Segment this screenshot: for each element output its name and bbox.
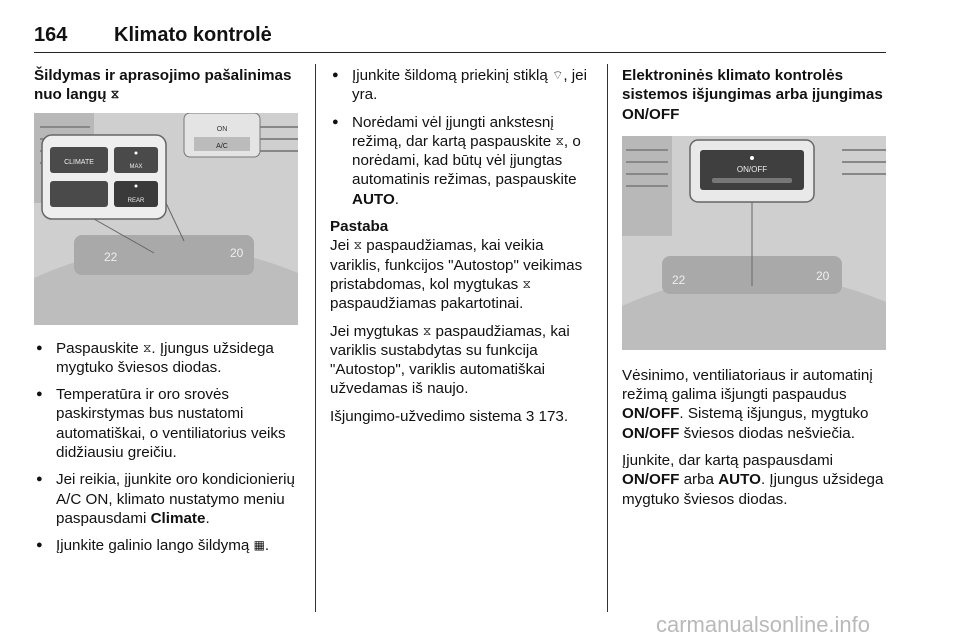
watermark: carmanualsonline.info [656, 612, 871, 637]
list-item: ● Įjunkite galinio lango šildymą ▦. [34, 536, 302, 555]
windscreen-defrost-icon: ⧖ [353, 238, 363, 253]
climate-label: CLIMATE [64, 158, 94, 166]
paragraph: Vėsinimo, ventiliatoriaus ir automatinį režimą galima išjungti paspaudus ON/OFF. Sistemą išjungus, mygtuko ON/OFF šviesos diodas nešviečia. [622, 366, 873, 442]
column-3 [622, 66, 890, 517]
section-heading: Šildymas ir aprasojimo pašalinimas nuo langų ⧖ [34, 67, 292, 104]
windscreen-defrost-icon: ⧖ [555, 133, 564, 148]
column-divider [315, 64, 316, 612]
list-item: ● Norėdami vėl įjungti ankstesnį režimą, dar kartą paspauskite ⧖, o norėdami, kad būtų vėl įjungtas automatinis režimas, paspauskite AUTO. [330, 113, 598, 209]
rear-label: REAR [127, 197, 145, 204]
windscreen-defrost-icon: ⧖ [422, 323, 432, 338]
note-paragraph: Jei ⧖ paspaudžiamas, kai veikia variklis, funkcijos "Autostop" veikimas pristabdomas, kol mygtukas ⧖ paspaudžiamas pakartotinai. [330, 237, 583, 313]
windscreen-defrost-icon: ⧖ [142, 340, 152, 355]
column-2 [330, 66, 598, 434]
paragraph: Įjunkite, dar kartą paspausdami ON/OFF arba AUTO. Įjungus užsidega mygtuko šviesos diodas. [622, 452, 884, 508]
bullet-list [34, 339, 302, 556]
windscreen-defrost-icon: ⧖ [110, 87, 120, 102]
temp-left-label: 22 [672, 272, 686, 287]
temp-left-label: 22 [104, 249, 118, 264]
note-heading: Pastaba [330, 218, 389, 236]
bullet-list [330, 66, 598, 209]
note-paragraph: Jei mygtukas ⧖ paspaudžiamas, kai variklis sustabdytas su funkcija "Autostop", variklis automatiškai užvedamas iš naujo. [330, 322, 570, 398]
section-heading: Elektroninės klimato kontrolės sistemos išjungimas arba įjungimas ON/OFF [622, 67, 883, 123]
column-1 [34, 66, 302, 564]
temp-right-label: 20 [816, 268, 830, 283]
list-item: ● Temperatūra ir oro srovės paskirstymas bus nustatomi automatiškai, o ventiliatorius veiks didžiausiu greičiu. [34, 385, 302, 462]
temp-right-label: 20 [230, 245, 244, 260]
chapter-title: Klimato kontrolė [114, 24, 272, 46]
list-item: ● Įjunkite šildomą priekinį stiklą ⌔, jei yra. [330, 66, 598, 105]
max-label: MAX [129, 163, 143, 170]
page-header [34, 18, 886, 53]
rear-window-heating-icon: ▦ [253, 538, 265, 553]
page-reference[interactable]: Išjungimo-užvedimo sistema 3 173. [330, 407, 569, 425]
arrow-icon: 3 [525, 407, 535, 425]
column-divider [607, 64, 608, 612]
heated-windscreen-icon: ⌔ [552, 68, 564, 82]
windscreen-defrost-icon: ⧖ [522, 276, 531, 291]
on-label: ON [216, 125, 228, 133]
climate-panel-photo [34, 113, 298, 325]
onoff-panel-photo [622, 136, 886, 350]
ac-label: A/C [216, 142, 228, 150]
list-item: ● Paspauskite ⧖. Įjungus užsidega mygtuko šviesos diodas. [34, 339, 302, 378]
list-item: ● Jei reikia, įjunkite oro kondicionierių A/C ON, klimato nustatymo meniu paspausdami Climate. [34, 470, 302, 528]
page-number: 164 [34, 24, 68, 46]
onoff-label: ON/OFF [736, 164, 768, 174]
